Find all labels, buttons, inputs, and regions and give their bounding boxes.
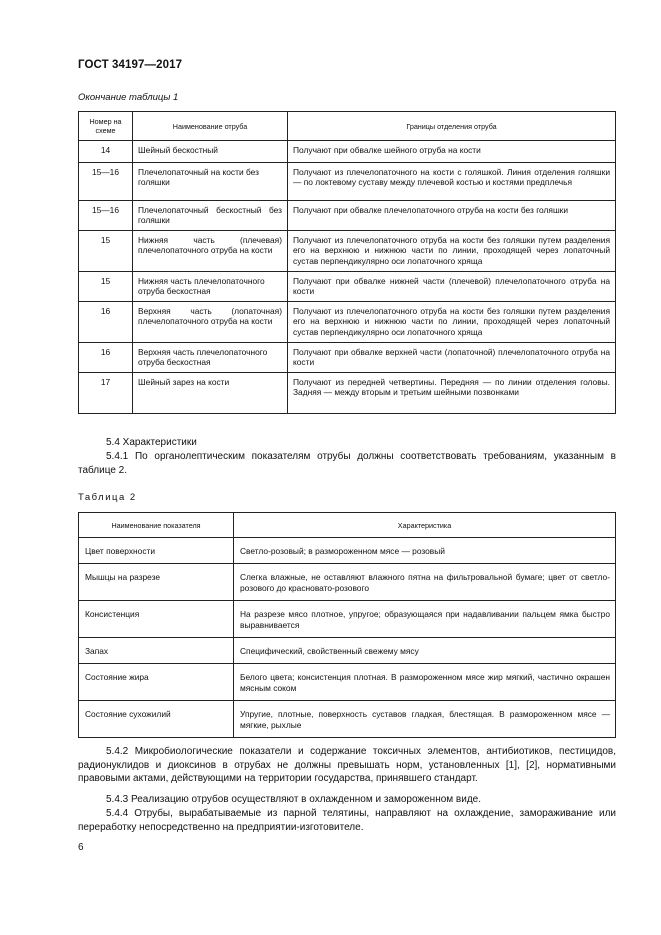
- table-cell-number: 15: [79, 272, 133, 302]
- table-cell-indicator: Мышцы на разрезе: [79, 564, 234, 601]
- table-row: [79, 638, 616, 664]
- table-row: [79, 701, 616, 738]
- table-cell-name: Шейный зарез на кости: [133, 373, 288, 414]
- table-cell-number: 16: [79, 302, 133, 343]
- table-cell-number: 17: [79, 373, 133, 414]
- table-cell-number: 15: [79, 231, 133, 272]
- table-cell-number: 15—16: [79, 163, 133, 201]
- table-cell-characteristic: Специфический, свойственный свежему мясу: [234, 638, 616, 664]
- table-cell-bounds: Получают из передней четвертины. Передняя — по линии отделения головы. Задняя — между вторым и третьим шейными позвонками: [288, 373, 616, 414]
- table-cell-bounds: Получают при обвалке плечелопаточного отруба на кости без голяшки: [288, 201, 616, 231]
- table-cell-bounds: Получают при обвалке шейного отруба на кости: [288, 141, 616, 163]
- table-row: [79, 302, 616, 343]
- table-row: [79, 564, 616, 601]
- table-cell-indicator: Состояние сухожилий: [79, 701, 234, 738]
- table-cell-characteristic: На разрезе мясо плотное, упругое; образующаяся при надавливании пальцем ямка быстро выравнивается: [234, 601, 616, 638]
- paragraph-5-4-2: 5.4.2 Микробиологические показатели и содержание токсичных элементов, антибиотиков, пестицидов, радионуклидов и диоксинов в отрубах не должны превышать норм, установленных [1], [2], нормативными правовыми актами, действующими на территории государства, принявшего стандарт.: [78, 746, 616, 785]
- paragraph-5-4-4: 5.4.4 Отрубы, вырабатываемые из парной телятины, направляют на охлаждение, замораживание или переработку непосредственно на предприятии-изготовителе.: [78, 808, 616, 833]
- table-row: [79, 343, 616, 373]
- table-row: [79, 231, 616, 272]
- table2-header-indicator: Наименование показателя: [79, 513, 234, 538]
- table-cell-indicator: Консистенция: [79, 601, 234, 638]
- paragraph-5-4-3: 5.4.3 Реализацию отрубов осуществляют в охлажденном и замороженном виде.: [106, 794, 482, 805]
- table1: [78, 111, 616, 414]
- table-cell-bounds: Получают из плечелопаточного отруба на кости без голяшки путем разделения его на верхнюю и нижнюю части по линии, проходящей через лопаточный сустав перпендикулярно оси лопаточного хряща: [288, 302, 616, 343]
- table2-caption: Таблица 2: [78, 492, 137, 503]
- table1-header-name: Наименование отруба: [133, 112, 288, 141]
- table-cell-characteristic: Светло-розовый; в размороженном мясе — розовый: [234, 538, 616, 564]
- table-cell-bounds: Получают из плечелопаточного отруба на кости без голяшки путем разделения его на верхнюю и нижнюю части по линии, проходящей через лопаточный сустав перпендикулярно оси лопаточного хряща: [288, 231, 616, 272]
- table-cell-bounds: Получают при обвалке верхней части (лопаточной) плечелопаточного отруба на кости: [288, 343, 616, 373]
- table-cell-number: 16: [79, 343, 133, 373]
- table1-header-bounds: Границы отделения отруба: [288, 112, 616, 141]
- table2: [78, 512, 616, 738]
- table-cell-name: Верхняя часть плечелопаточного отруба бескостная: [133, 343, 288, 373]
- table-cell-characteristic: Упругие, плотные, поверхность суставов гладкая, блестящая. В размороженном мясе — мягкие, рыхлые: [234, 701, 616, 738]
- table-row: [79, 201, 616, 231]
- table-cell-indicator: Цвет поверхности: [79, 538, 234, 564]
- document-code: ГОСТ 34197—2017: [78, 59, 183, 71]
- table1-header-number: Номер на схеме: [79, 112, 133, 141]
- table-cell-name: Нижняя часть (плечевая) плечелопаточного отруба на кости: [133, 231, 288, 272]
- table-cell-bounds: Получают при обвалке нижней части (плечевой) плечелопаточного отруба на кости: [288, 272, 616, 302]
- table-row: [79, 272, 616, 302]
- table-cell-indicator: Состояние жира: [79, 664, 234, 701]
- page-number: 6: [78, 842, 84, 853]
- table-row: [79, 664, 616, 701]
- section-heading-5-4: 5.4 Характеристики: [106, 437, 197, 448]
- table-cell-name: Шейный бескостный: [133, 141, 288, 163]
- table-cell-name: Верхняя часть (лопаточная) плечелопаточного отруба на кости: [133, 302, 288, 343]
- table1-caption: Окончание таблицы 1: [78, 92, 179, 103]
- table-cell-name: Нижняя часть плечелопаточного отруба бескостная: [133, 272, 288, 302]
- table-row: [79, 373, 616, 414]
- table-row: [79, 601, 616, 638]
- table-cell-number: 14: [79, 141, 133, 163]
- paragraph-5-4-1: 5.4.1 По органолептическим показателям отрубы должны соответствовать требованиям, указанным в таблице 2.: [78, 451, 616, 476]
- table-cell-bounds: Получают из плечелопаточного на кости с голяшкой. Линия отделения голяшки — по локтевому суставу между плечевой костью и костями предплечья: [288, 163, 616, 201]
- table-row: [79, 141, 616, 163]
- table2-header-characteristic: Характеристика: [234, 513, 616, 538]
- table-cell-characteristic: Слегка влажные, не оставляют влажного пятна на фильтровальной бумаге; цвет от светло-розового до красновато-розового: [234, 564, 616, 601]
- table-row: [79, 163, 616, 201]
- table-cell-number: 15—16: [79, 201, 133, 231]
- table-cell-characteristic: Белого цвета; консистенция плотная. В размороженном мясе жир мягкий, частично окрашен мясным соком: [234, 664, 616, 701]
- table-cell-indicator: Запах: [79, 638, 234, 664]
- table-row: [79, 538, 616, 564]
- table-cell-name: Плечелопаточный на кости без голяшки: [133, 163, 288, 201]
- table-cell-name: Плечелопаточный бескостный без голяшки: [133, 201, 288, 231]
